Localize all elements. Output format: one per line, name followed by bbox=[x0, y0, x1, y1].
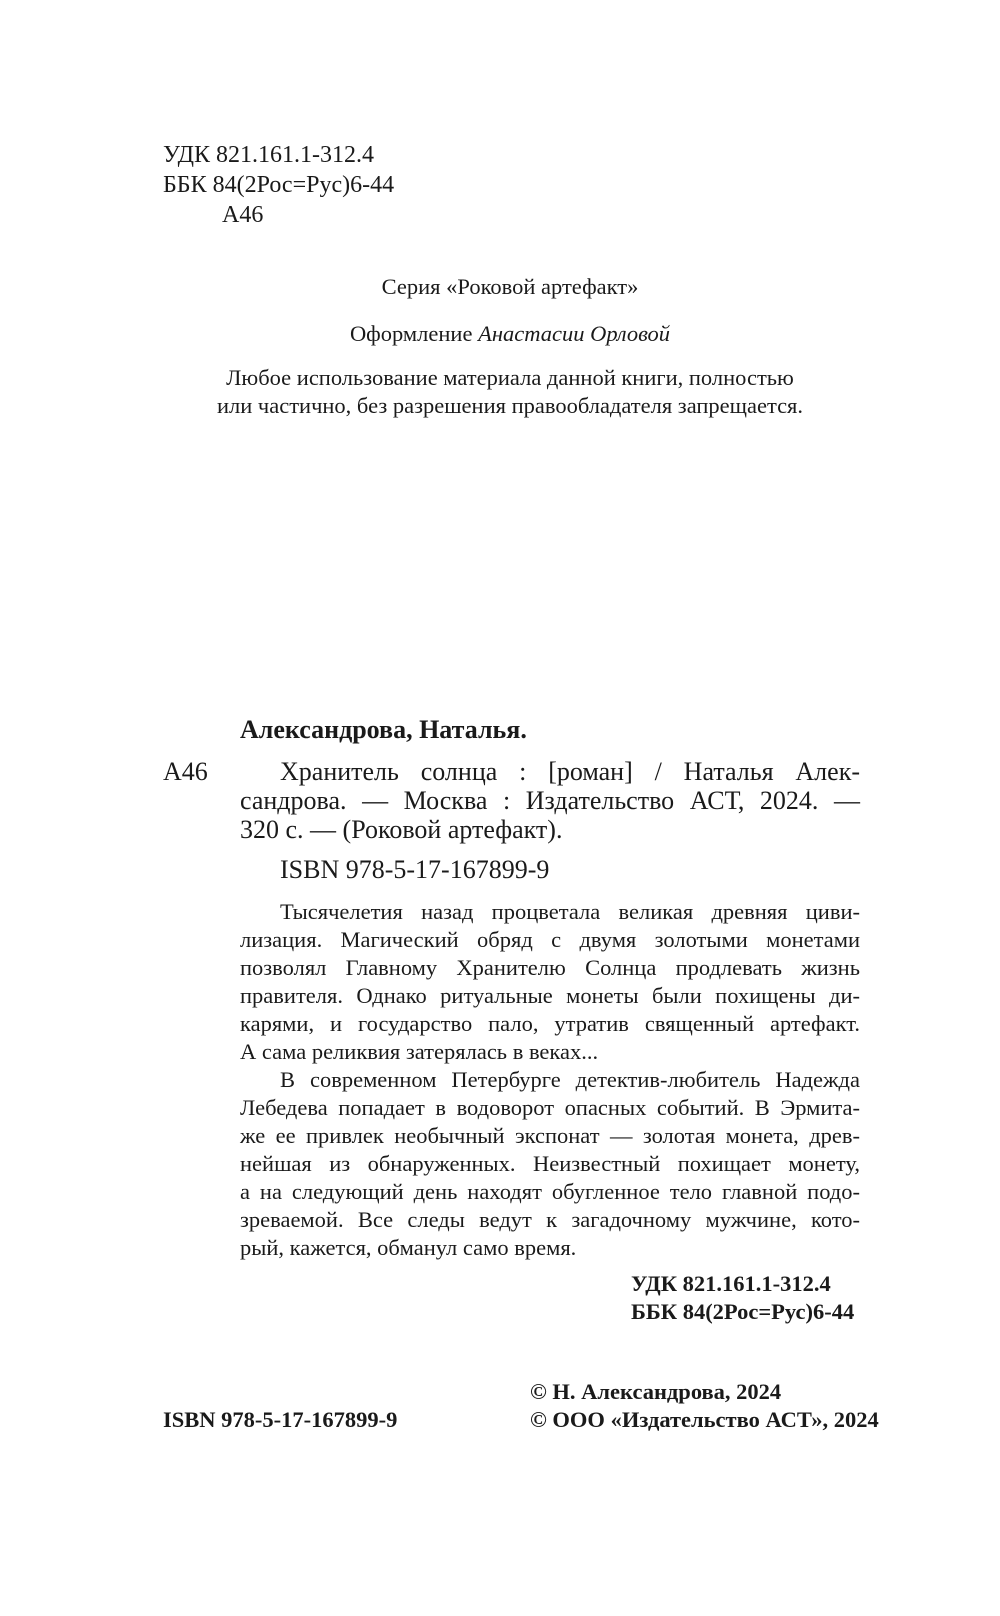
catalog-author-mark: А46 bbox=[163, 757, 208, 786]
footer-isbn: ISBN 978-5-17-167899-9 bbox=[163, 1407, 398, 1432]
catalog-isbn: ISBN 978-5-17-167899-9 bbox=[280, 855, 550, 884]
annotation-line: карями, и государство пало, утратив священный артефакт. bbox=[240, 1011, 860, 1036]
annotation-line: лизация. Магический обряд с двумя золотыми монетами bbox=[240, 927, 860, 952]
catalog-bbk: ББК 84(2Рос=Рус)6-44 bbox=[631, 1299, 855, 1324]
catalog-description-line-3: 320 с. — (Роковой артефакт). bbox=[240, 815, 563, 844]
footer-copyright-publisher: © ООО «Издательство АСТ», 2024 bbox=[530, 1407, 879, 1432]
copyright-notice-line-1: Любое использование материала данной книги, полностью bbox=[226, 365, 794, 390]
annotation-line: нейшая из обнаруженных. Неизвестный похищает монету, bbox=[240, 1151, 860, 1176]
footer-copyright-author: © Н. Александрова, 2024 bbox=[530, 1379, 782, 1404]
catalog-description-line-2: сандрова. — Москва : Издательство АСТ, 2024. — bbox=[240, 786, 860, 815]
annotation-line: Лебедева попадает в водоворот опасных событий. В Эрмита- bbox=[240, 1095, 860, 1120]
annotation-line: правителя. Однако ритуальные монеты были похищены ди- bbox=[240, 983, 860, 1008]
udk-code: УДК 821.161.1-312.4 bbox=[163, 142, 374, 168]
design-prefix: Оформление bbox=[349, 321, 473, 346]
annotation-line: Тысячелетия назад процветала великая древняя циви- bbox=[280, 899, 860, 924]
catalog-description-line-1: Хранитель солнца : [роман] / Наталья Алек- bbox=[280, 757, 860, 786]
author-mark: А46 bbox=[222, 202, 264, 228]
annotation-line: зреваемой. Все следы ведут к загадочному мужчине, кото- bbox=[240, 1207, 860, 1232]
annotation-line: В современном Петербурге детектив-любитель Надежда bbox=[280, 1067, 860, 1092]
design-credit bbox=[160, 320, 860, 348]
series-line: Серия «Роковой артефакт» bbox=[381, 274, 639, 299]
annotation-line: А сама реликвия затерялась в веках... bbox=[240, 1039, 599, 1064]
bbk-code: ББК 84(2Рос=Рус)6-44 bbox=[163, 172, 395, 198]
annotation-line: позволял Главному Хранителю Солнца продлевать жизнь bbox=[240, 955, 860, 980]
catalog-udk: УДК 821.161.1-312.4 bbox=[631, 1271, 831, 1296]
annotation-line: же ее привлек необычный экспонат — золотая монета, древ- bbox=[240, 1123, 860, 1148]
annotation-line: а на следующий день находят обугленное тело главной подо- bbox=[240, 1179, 860, 1204]
designer-name: Анастасии Орловой bbox=[478, 321, 671, 346]
catalog-author-heading: Александрова, Наталья. bbox=[240, 715, 527, 744]
annotation-line: рый, кажется, обманул само время. bbox=[240, 1235, 577, 1260]
copyright-notice-line-2: или частично, без разрешения правообладателя запрещается. bbox=[216, 393, 804, 418]
